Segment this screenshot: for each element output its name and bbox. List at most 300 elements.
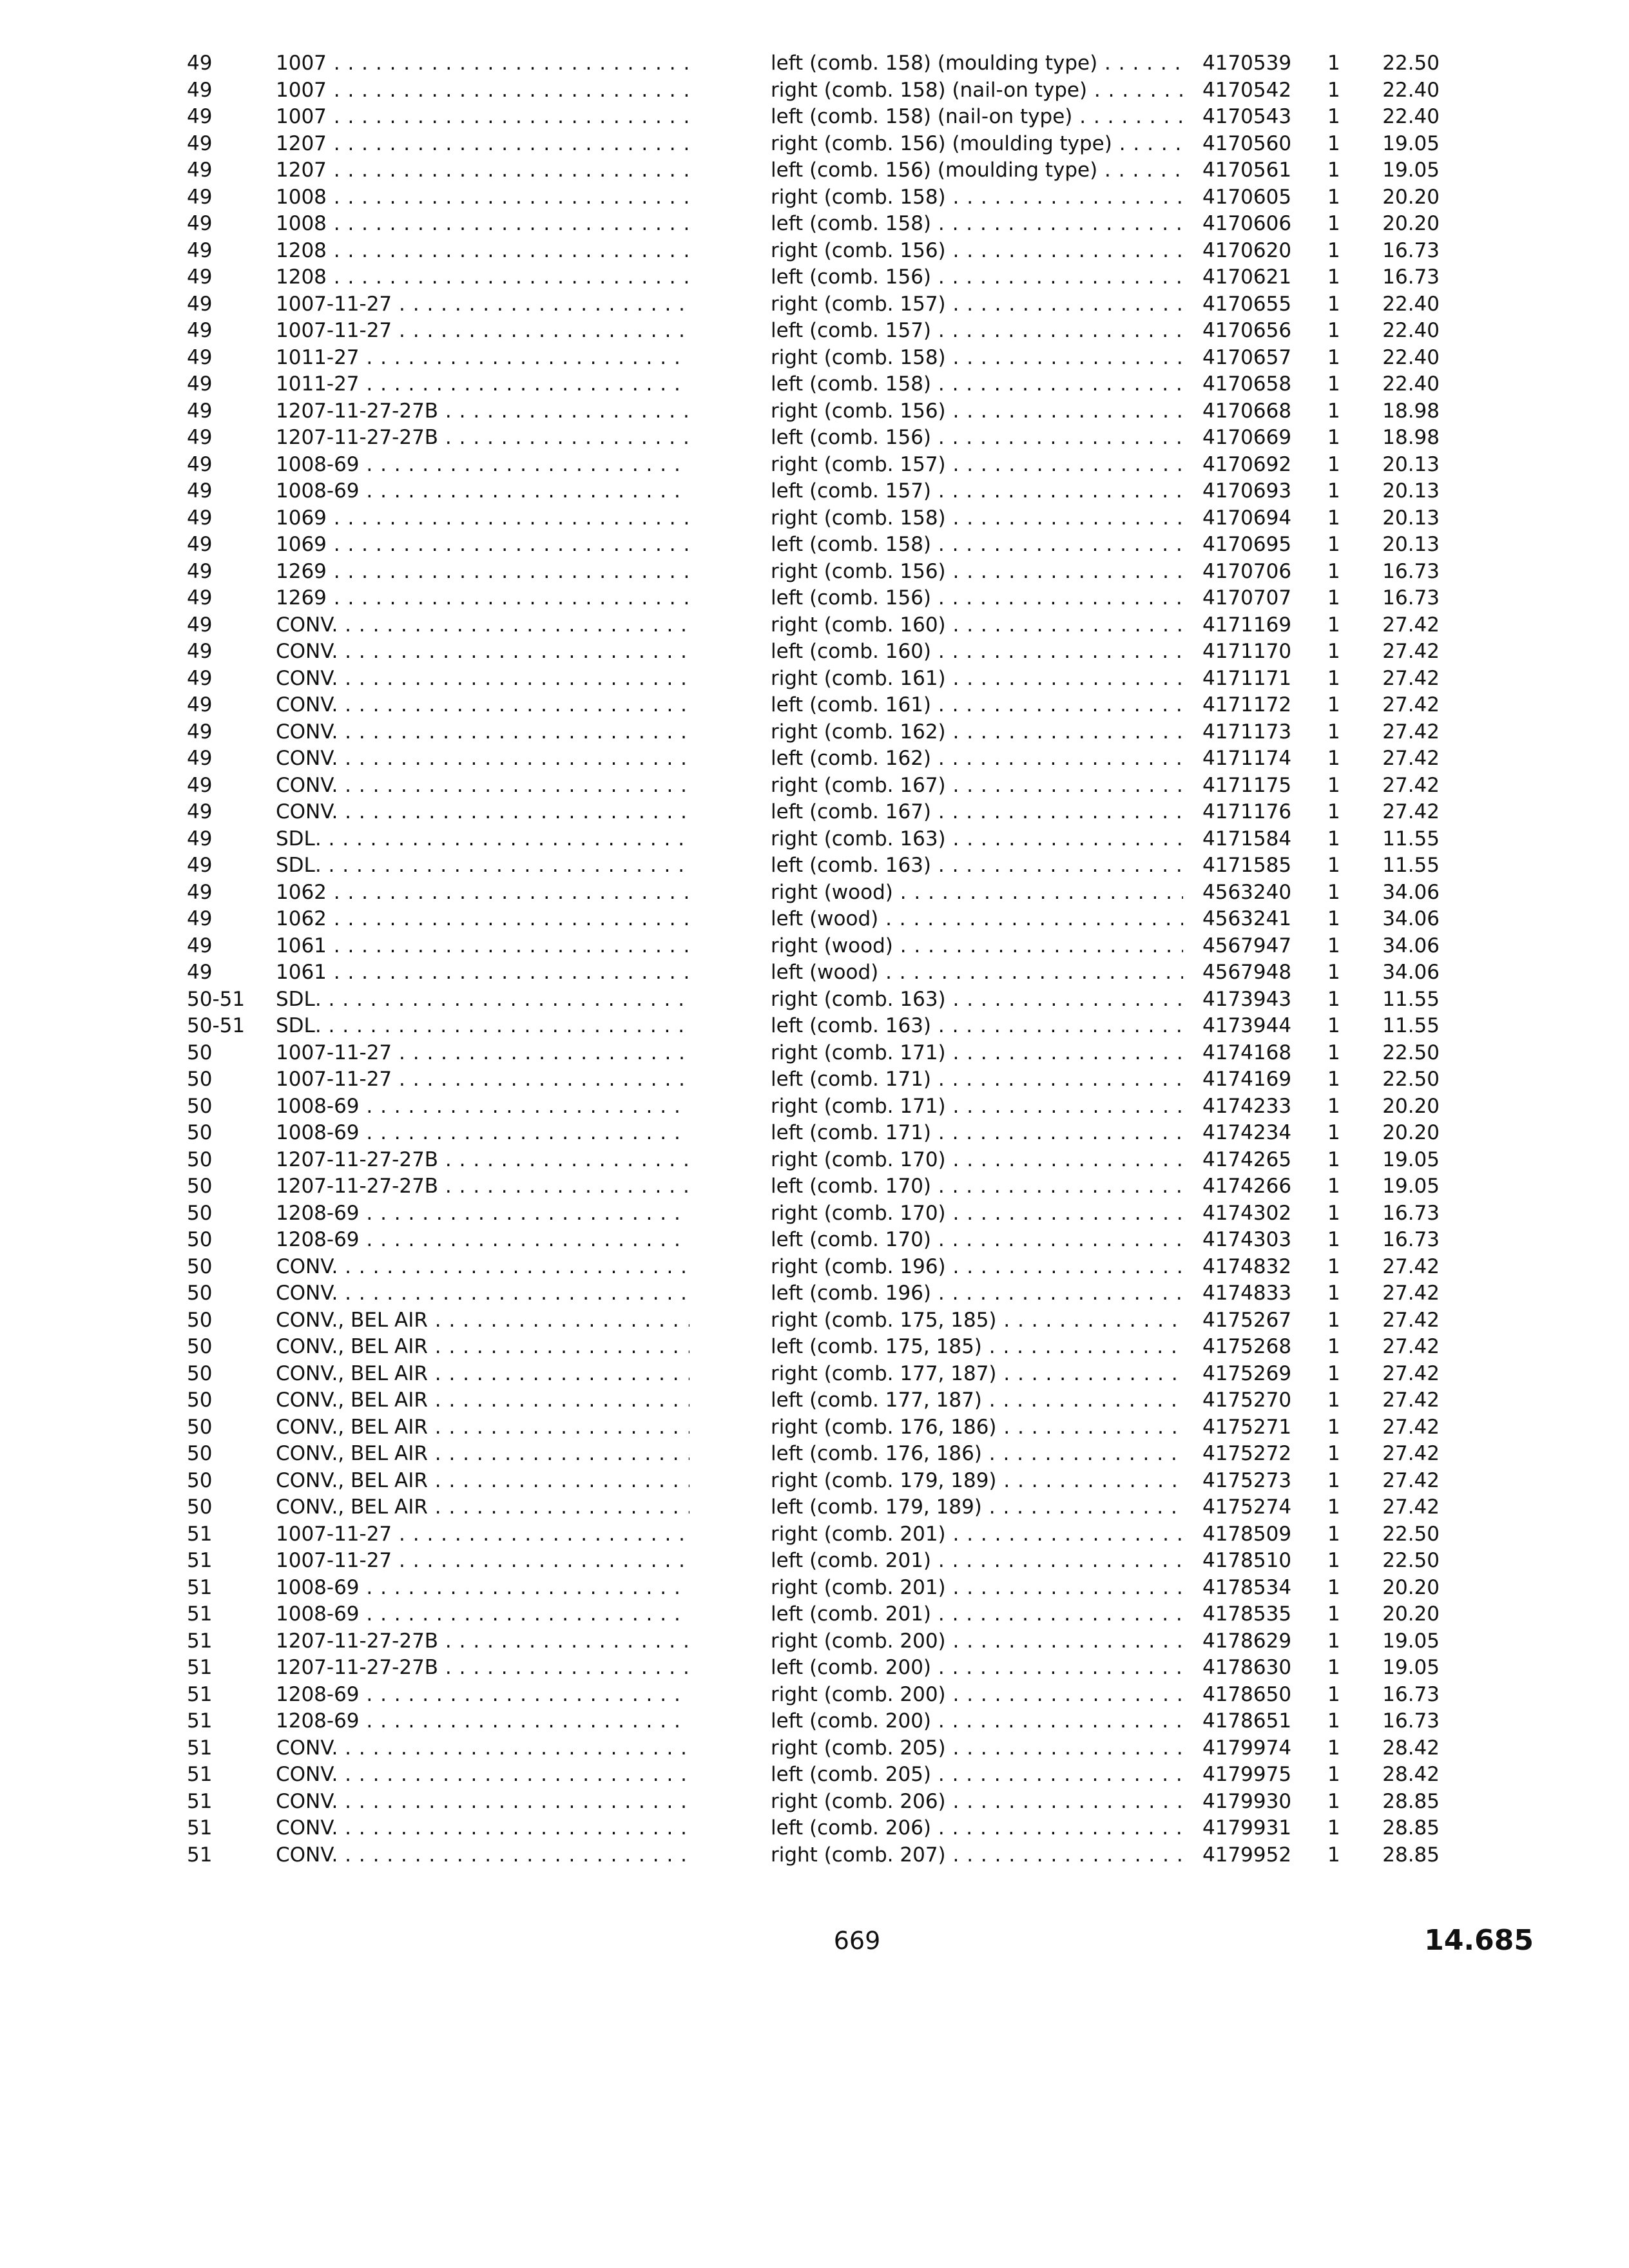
- quantity-cell: 1: [1327, 800, 1340, 823]
- price-cell: 16.73: [1382, 265, 1440, 289]
- model-cell: 1007 . . .: [276, 104, 689, 131]
- part-number-cell: 4174832: [1202, 1254, 1292, 1278]
- quantity-cell: 1: [1327, 747, 1340, 770]
- model-cell: 1007 . . .: [276, 77, 689, 104]
- description-cell: right (comb. 171) . . .: [771, 1040, 1183, 1067]
- year-cell: 50: [187, 1495, 213, 1519]
- part-number-cell: 4170542: [1202, 78, 1292, 102]
- description-cell: right (comb. 163) . . .: [771, 986, 1183, 1014]
- parts-row: [0, 1173, 1629, 1200]
- year-cell: 49: [187, 319, 213, 342]
- parts-row: [0, 291, 1629, 318]
- parts-row: [0, 157, 1629, 184]
- year-cell: 49: [187, 880, 213, 904]
- parts-row: [0, 1093, 1629, 1120]
- year-cell: 49: [187, 399, 213, 423]
- year-cell: 51: [187, 1549, 213, 1572]
- price-cell: 18.98: [1382, 399, 1440, 423]
- parts-row: [0, 1789, 1629, 1816]
- part-number-cell: 4170658: [1202, 372, 1292, 396]
- price-cell: 16.73: [1382, 559, 1440, 583]
- price-cell: 27.42: [1382, 720, 1440, 744]
- year-cell: 49: [187, 559, 213, 583]
- year-cell: 50: [187, 1442, 213, 1465]
- description-cell: right (comb. 201) . . .: [771, 1521, 1183, 1548]
- part-number-cell: 4174233: [1202, 1094, 1292, 1118]
- part-number-cell: 4178651: [1202, 1709, 1292, 1733]
- page-number: 669: [833, 1927, 881, 1955]
- model-cell: 1008-69 . . .: [276, 1601, 689, 1628]
- parts-row: [0, 1708, 1629, 1735]
- model-cell: CONV., BEL AIR . . .: [276, 1494, 689, 1521]
- quantity-cell: 1: [1327, 131, 1340, 155]
- year-cell: 51: [187, 1709, 213, 1733]
- price-cell: 20.13: [1382, 452, 1440, 476]
- description-cell: left (comb. 156) . . .: [771, 425, 1183, 452]
- parts-row: [0, 1334, 1629, 1361]
- part-number-cell: 4170560: [1202, 131, 1292, 155]
- parts-row: [0, 879, 1629, 907]
- price-cell: 27.42: [1382, 800, 1440, 823]
- description-cell: right (comb. 161) . . .: [771, 666, 1183, 693]
- parts-row: [0, 1682, 1629, 1709]
- part-number-cell: 4171174: [1202, 747, 1292, 770]
- parts-row: [0, 1254, 1629, 1281]
- parts-row: [0, 1013, 1629, 1040]
- model-cell: SDL. . . .: [276, 826, 689, 853]
- parts-row: [0, 852, 1629, 879]
- quantity-cell: 1: [1327, 159, 1340, 182]
- model-cell: 1008-69 . . .: [276, 452, 689, 479]
- price-cell: 28.42: [1382, 1736, 1440, 1760]
- model-cell: CONV. . . .: [276, 773, 689, 800]
- year-cell: 49: [187, 131, 213, 155]
- part-number-cell: 4174265: [1202, 1148, 1292, 1171]
- model-cell: 1007-11-27 . . .: [276, 291, 689, 318]
- year-cell: 49: [187, 345, 213, 369]
- year-cell: 49: [187, 747, 213, 770]
- description-cell: left (wood) . . .: [771, 906, 1183, 933]
- parts-row: [0, 1575, 1629, 1602]
- year-cell: 49: [187, 720, 213, 744]
- part-number-cell: 4174234: [1202, 1121, 1292, 1144]
- year-cell: 49: [187, 934, 213, 957]
- description-cell: left (comb. 170) . . .: [771, 1227, 1183, 1254]
- part-number-cell: 4175273: [1202, 1468, 1292, 1492]
- parts-row: [0, 1815, 1629, 1842]
- price-cell: 27.42: [1382, 1282, 1440, 1305]
- part-number-cell: 4567948: [1202, 961, 1292, 984]
- part-number-cell: 4175270: [1202, 1389, 1292, 1412]
- quantity-cell: 1: [1327, 1175, 1340, 1198]
- year-cell: 49: [187, 613, 213, 637]
- year-cell: 50: [187, 1068, 213, 1091]
- year-cell: 50: [187, 1201, 213, 1225]
- parts-row: [0, 906, 1629, 933]
- quantity-cell: 1: [1327, 640, 1340, 663]
- price-cell: 28.85: [1382, 1843, 1440, 1867]
- part-number-cell: 4170656: [1202, 319, 1292, 342]
- price-cell: 34.06: [1382, 934, 1440, 957]
- quantity-cell: 1: [1327, 961, 1340, 984]
- quantity-cell: 1: [1327, 1575, 1340, 1599]
- quantity-cell: 1: [1327, 105, 1340, 128]
- price-cell: 22.40: [1382, 292, 1440, 316]
- model-cell: 1007-11-27 . . .: [276, 1040, 689, 1067]
- model-cell: 1207 . . .: [276, 157, 689, 184]
- year-cell: 49: [187, 105, 213, 128]
- price-cell: 20.13: [1382, 479, 1440, 503]
- description-cell: right (comb. 160) . . .: [771, 612, 1183, 639]
- parts-row: [0, 1762, 1629, 1789]
- model-cell: 1207-11-27-27B . . .: [276, 1655, 689, 1682]
- quantity-cell: 1: [1327, 1041, 1340, 1064]
- quantity-cell: 1: [1327, 78, 1340, 102]
- parts-row: [0, 986, 1629, 1014]
- model-cell: CONV. . . .: [276, 719, 689, 746]
- section-number: 14.685: [1424, 1924, 1534, 1957]
- part-number-cell: 4170669: [1202, 426, 1292, 449]
- quantity-cell: 1: [1327, 399, 1340, 423]
- model-cell: CONV. . . .: [276, 745, 689, 773]
- part-number-cell: 4174266: [1202, 1175, 1292, 1198]
- description-cell: right (comb. 200) . . .: [771, 1682, 1183, 1709]
- part-number-cell: 4170605: [1202, 185, 1292, 209]
- description-cell: right (wood) . . .: [771, 879, 1183, 907]
- description-cell: left (comb. 158) . . .: [771, 211, 1183, 238]
- quantity-cell: 1: [1327, 934, 1340, 957]
- description-cell: left (comb. 167) . . .: [771, 799, 1183, 826]
- quantity-cell: 1: [1327, 292, 1340, 316]
- price-cell: 18.98: [1382, 426, 1440, 449]
- model-cell: 1207-11-27-27B . . .: [276, 1147, 689, 1174]
- price-cell: 20.13: [1382, 506, 1440, 530]
- description-cell: right (comb. 156) . . .: [771, 398, 1183, 425]
- quantity-cell: 1: [1327, 1602, 1340, 1626]
- price-cell: 20.20: [1382, 212, 1440, 235]
- part-number-cell: 4170621: [1202, 265, 1292, 289]
- quantity-cell: 1: [1327, 533, 1340, 556]
- description-cell: left (comb. 160) . . .: [771, 639, 1183, 666]
- description-cell: left (comb. 175, 185) . . .: [771, 1334, 1183, 1361]
- part-number-cell: 4171170: [1202, 640, 1292, 663]
- price-cell: 27.42: [1382, 773, 1440, 797]
- year-cell: 49: [187, 159, 213, 182]
- quantity-cell: 1: [1327, 1361, 1340, 1385]
- year-cell: 49: [187, 372, 213, 396]
- description-cell: left (comb. 161) . . .: [771, 692, 1183, 719]
- model-cell: 1208-69 . . .: [276, 1682, 689, 1709]
- description-cell: left (comb. 158) (moulding type) . . .: [771, 50, 1183, 77]
- description-cell: left (comb. 200) . . .: [771, 1708, 1183, 1735]
- model-cell: 1007-11-27 . . .: [276, 1548, 689, 1575]
- quantity-cell: 1: [1327, 319, 1340, 342]
- quantity-cell: 1: [1327, 185, 1340, 209]
- quantity-cell: 1: [1327, 479, 1340, 503]
- price-cell: 20.13: [1382, 533, 1440, 556]
- parts-row: [0, 505, 1629, 532]
- parts-row: [0, 1040, 1629, 1067]
- quantity-cell: 1: [1327, 1201, 1340, 1225]
- part-number-cell: 4171172: [1202, 693, 1292, 716]
- year-cell: 51: [187, 1789, 213, 1813]
- quantity-cell: 1: [1327, 1121, 1340, 1144]
- quantity-cell: 1: [1327, 212, 1340, 235]
- description-cell: right (comb. 156) . . .: [771, 559, 1183, 586]
- description-cell: left (comb. 201) . . .: [771, 1548, 1183, 1575]
- price-cell: 20.20: [1382, 185, 1440, 209]
- description-cell: right (comb. 170) . . .: [771, 1200, 1183, 1227]
- parts-row: [0, 131, 1629, 158]
- model-cell: CONV. . . .: [276, 1735, 689, 1762]
- quantity-cell: 1: [1327, 1068, 1340, 1091]
- parts-row: [0, 345, 1629, 372]
- description-cell: right (comb. 158) . . .: [771, 184, 1183, 211]
- quantity-cell: 1: [1327, 693, 1340, 716]
- part-number-cell: 4171175: [1202, 773, 1292, 797]
- quantity-cell: 1: [1327, 372, 1340, 396]
- parts-row: [0, 238, 1629, 265]
- parts-row: [0, 1842, 1629, 1869]
- parts-row: [0, 425, 1629, 452]
- model-cell: CONV. . . .: [276, 639, 689, 666]
- model-cell: SDL. . . .: [276, 1013, 689, 1040]
- price-cell: 27.42: [1382, 693, 1440, 716]
- price-cell: 27.42: [1382, 1389, 1440, 1412]
- model-cell: 1008-69 . . .: [276, 478, 689, 505]
- description-cell: left (comb. 170) . . .: [771, 1173, 1183, 1200]
- year-cell: 51: [187, 1629, 213, 1653]
- price-cell: 22.40: [1382, 78, 1440, 102]
- year-cell: 51: [187, 1522, 213, 1546]
- model-cell: 1208 . . .: [276, 264, 689, 291]
- year-cell: 50: [187, 1094, 213, 1118]
- year-cell: 49: [187, 586, 213, 610]
- quantity-cell: 1: [1327, 613, 1340, 637]
- quantity-cell: 1: [1327, 345, 1340, 369]
- part-number-cell: 4178534: [1202, 1575, 1292, 1599]
- part-number-cell: 4175271: [1202, 1415, 1292, 1439]
- part-number-cell: 4178650: [1202, 1682, 1292, 1706]
- year-cell: 49: [187, 961, 213, 984]
- part-number-cell: 4174169: [1202, 1068, 1292, 1091]
- year-cell: 51: [187, 1843, 213, 1867]
- price-cell: 28.85: [1382, 1789, 1440, 1813]
- quantity-cell: 1: [1327, 265, 1340, 289]
- description-cell: left (comb. 156) . . .: [771, 585, 1183, 612]
- model-cell: CONV. . . .: [276, 612, 689, 639]
- description-cell: right (comb. 200) . . .: [771, 1628, 1183, 1655]
- part-number-cell: 4174168: [1202, 1041, 1292, 1064]
- part-number-cell: 4178630: [1202, 1656, 1292, 1679]
- price-cell: 22.50: [1382, 1068, 1440, 1091]
- quantity-cell: 1: [1327, 1148, 1340, 1171]
- year-cell: 49: [187, 292, 213, 316]
- parts-row: [0, 1200, 1629, 1227]
- year-cell: 50: [187, 1121, 213, 1144]
- model-cell: CONV., BEL AIR . . .: [276, 1441, 689, 1468]
- model-cell: CONV., BEL AIR . . .: [276, 1414, 689, 1441]
- parts-row: [0, 1494, 1629, 1521]
- parts-row: [0, 719, 1629, 746]
- part-number-cell: 4563240: [1202, 880, 1292, 904]
- quantity-cell: 1: [1327, 1549, 1340, 1572]
- part-number-cell: 4179930: [1202, 1789, 1292, 1813]
- model-cell: 1008-69 . . .: [276, 1120, 689, 1147]
- part-number-cell: 4174303: [1202, 1228, 1292, 1251]
- part-number-cell: 4567947: [1202, 934, 1292, 957]
- description-cell: right (comb. 158) (nail-on type) . . .: [771, 77, 1183, 104]
- quantity-cell: 1: [1327, 1094, 1340, 1118]
- description-cell: right (comb. 171) . . .: [771, 1093, 1183, 1120]
- year-cell: 51: [187, 1763, 213, 1786]
- part-number-cell: 4179931: [1202, 1816, 1292, 1840]
- quantity-cell: 1: [1327, 1656, 1340, 1679]
- part-number-cell: 4171169: [1202, 613, 1292, 637]
- part-number-cell: 4170620: [1202, 238, 1292, 262]
- year-cell: 50: [187, 1175, 213, 1198]
- year-cell: 50: [187, 1308, 213, 1332]
- description-cell: left (comb. 158) . . .: [771, 371, 1183, 398]
- price-cell: 16.73: [1382, 586, 1440, 610]
- price-cell: 27.42: [1382, 1468, 1440, 1492]
- price-cell: 19.05: [1382, 159, 1440, 182]
- price-cell: 16.73: [1382, 1201, 1440, 1225]
- year-cell: 50: [187, 1041, 213, 1064]
- price-cell: 22.40: [1382, 319, 1440, 342]
- part-number-cell: 4170668: [1202, 399, 1292, 423]
- description-cell: left (comb. 206) . . .: [771, 1815, 1183, 1842]
- description-cell: left (comb. 176, 186) . . .: [771, 1441, 1183, 1468]
- price-cell: 22.40: [1382, 105, 1440, 128]
- part-number-cell: 4174302: [1202, 1201, 1292, 1225]
- price-cell: 20.20: [1382, 1121, 1440, 1144]
- quantity-cell: 1: [1327, 1629, 1340, 1653]
- year-cell: 50: [187, 1335, 213, 1358]
- year-cell: 51: [187, 1656, 213, 1679]
- description-cell: left (comb. 200) . . .: [771, 1655, 1183, 1682]
- description-cell: left (comb. 179, 189) . . .: [771, 1494, 1183, 1521]
- year-cell: 49: [187, 907, 213, 930]
- price-cell: 34.06: [1382, 907, 1440, 930]
- parts-list: [0, 50, 1629, 1869]
- parts-row: [0, 264, 1629, 291]
- year-cell: 50: [187, 1282, 213, 1305]
- description-cell: right (comb. 163) . . .: [771, 826, 1183, 853]
- parts-row: [0, 1066, 1629, 1093]
- quantity-cell: 1: [1327, 773, 1340, 797]
- year-cell: 49: [187, 854, 213, 877]
- price-cell: 28.42: [1382, 1763, 1440, 1786]
- quantity-cell: 1: [1327, 1763, 1340, 1786]
- description-cell: right (comb. 196) . . .: [771, 1254, 1183, 1281]
- price-cell: 27.42: [1382, 1415, 1440, 1439]
- parts-row: [0, 478, 1629, 505]
- quantity-cell: 1: [1327, 1495, 1340, 1519]
- part-number-cell: 4170707: [1202, 586, 1292, 610]
- description-cell: right (comb. 205) . . .: [771, 1735, 1183, 1762]
- parts-row: [0, 1735, 1629, 1762]
- model-cell: CONV., BEL AIR . . .: [276, 1387, 689, 1414]
- part-number-cell: 4171173: [1202, 720, 1292, 744]
- year-cell: 50: [187, 1228, 213, 1251]
- model-cell: CONV. . . .: [276, 799, 689, 826]
- part-number-cell: 4170695: [1202, 533, 1292, 556]
- parts-row: [0, 1468, 1629, 1495]
- description-cell: left (comb. 177, 187) . . .: [771, 1387, 1183, 1414]
- part-number-cell: 4170655: [1202, 292, 1292, 316]
- quantity-cell: 1: [1327, 827, 1340, 850]
- part-number-cell: 4175274: [1202, 1495, 1292, 1519]
- year-cell: 50: [187, 1254, 213, 1278]
- model-cell: 1062 . . .: [276, 879, 689, 907]
- model-cell: CONV., BEL AIR . . .: [276, 1307, 689, 1334]
- price-cell: 34.06: [1382, 880, 1440, 904]
- model-cell: 1011-27 . . .: [276, 345, 689, 372]
- parts-row: [0, 1387, 1629, 1414]
- parts-row: [0, 933, 1629, 960]
- price-cell: 28.85: [1382, 1816, 1440, 1840]
- quantity-cell: 1: [1327, 1415, 1340, 1439]
- parts-row: [0, 959, 1629, 986]
- description-cell: right (comb. 176, 186) . . .: [771, 1414, 1183, 1441]
- model-cell: CONV. . . .: [276, 666, 689, 693]
- parts-row: [0, 585, 1629, 612]
- part-number-cell: 4175269: [1202, 1361, 1292, 1385]
- price-cell: 27.42: [1382, 1308, 1440, 1332]
- description-cell: left (comb. 158) . . .: [771, 532, 1183, 559]
- parts-row: [0, 799, 1629, 826]
- model-cell: 1069 . . .: [276, 505, 689, 532]
- year-cell: 49: [187, 693, 213, 716]
- parts-row: [0, 1628, 1629, 1655]
- quantity-cell: 1: [1327, 238, 1340, 262]
- year-cell: 51: [187, 1736, 213, 1760]
- year-cell: 49: [187, 452, 213, 476]
- year-cell: 49: [187, 238, 213, 262]
- price-cell: 22.50: [1382, 1522, 1440, 1546]
- description-cell: left (comb. 162) . . .: [771, 745, 1183, 773]
- parts-row: [0, 532, 1629, 559]
- model-cell: SDL. . . .: [276, 986, 689, 1014]
- part-number-cell: 4179952: [1202, 1843, 1292, 1867]
- quantity-cell: 1: [1327, 720, 1340, 744]
- description-cell: left (comb. 158) (nail-on type) . . .: [771, 104, 1183, 131]
- model-cell: 1062 . . .: [276, 906, 689, 933]
- year-cell: 49: [187, 479, 213, 503]
- quantity-cell: 1: [1327, 506, 1340, 530]
- quantity-cell: 1: [1327, 880, 1340, 904]
- description-cell: left (comb. 157) . . .: [771, 318, 1183, 345]
- description-cell: right (comb. 156) (moulding type) . . .: [771, 131, 1183, 158]
- model-cell: 1011-27 . . .: [276, 371, 689, 398]
- price-cell: 22.50: [1382, 1041, 1440, 1064]
- parts-row: [0, 371, 1629, 398]
- year-cell: 50: [187, 1468, 213, 1492]
- parts-row: [0, 1307, 1629, 1334]
- part-number-cell: 4170543: [1202, 105, 1292, 128]
- parts-row: [0, 318, 1629, 345]
- quantity-cell: 1: [1327, 1254, 1340, 1278]
- description-cell: left (comb. 205) . . .: [771, 1762, 1183, 1789]
- part-number-cell: 4171585: [1202, 854, 1292, 877]
- parts-row: [0, 559, 1629, 586]
- price-cell: 19.05: [1382, 1629, 1440, 1653]
- price-cell: 11.55: [1382, 854, 1440, 877]
- year-cell: 51: [187, 1682, 213, 1706]
- part-number-cell: 4174833: [1202, 1282, 1292, 1305]
- part-number-cell: 4170606: [1202, 212, 1292, 235]
